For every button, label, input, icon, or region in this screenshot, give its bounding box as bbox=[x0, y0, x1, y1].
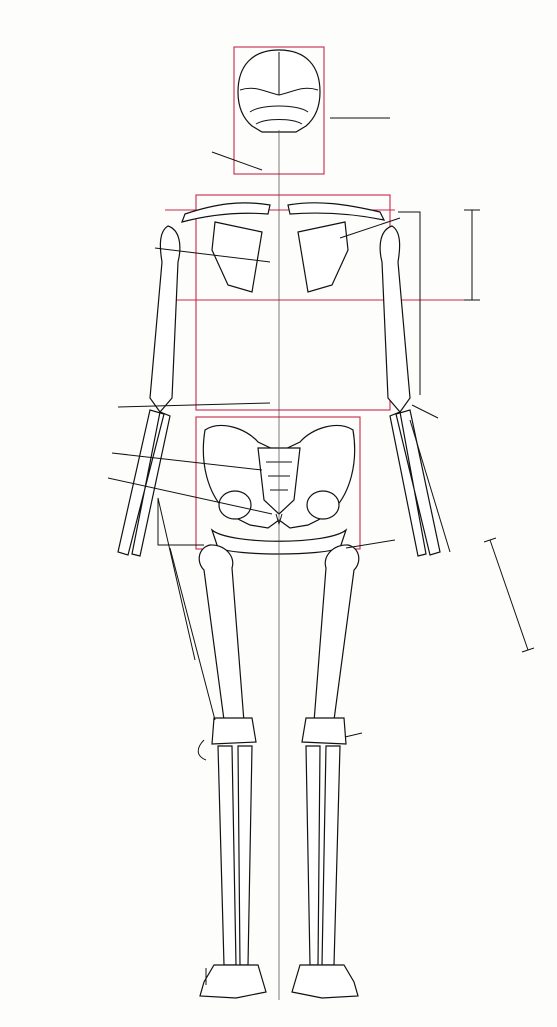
left-tibia bbox=[218, 746, 252, 965]
left-humerus bbox=[150, 226, 180, 412]
right-tibia bbox=[306, 746, 340, 965]
skeleton bbox=[118, 50, 440, 1000]
left-clavicle bbox=[182, 203, 270, 222]
right-femur bbox=[314, 545, 359, 722]
left-scapula bbox=[212, 222, 262, 292]
left-forearm bbox=[118, 410, 170, 556]
right-humerus bbox=[380, 226, 410, 412]
right-forearm bbox=[390, 410, 440, 556]
right-knee bbox=[302, 718, 346, 744]
left-knee bbox=[212, 718, 256, 744]
right-foot bbox=[292, 965, 358, 998]
right-scapula bbox=[298, 222, 348, 292]
left-femur bbox=[199, 545, 244, 722]
right-clavicle bbox=[288, 203, 384, 220]
left-foot bbox=[200, 965, 266, 998]
